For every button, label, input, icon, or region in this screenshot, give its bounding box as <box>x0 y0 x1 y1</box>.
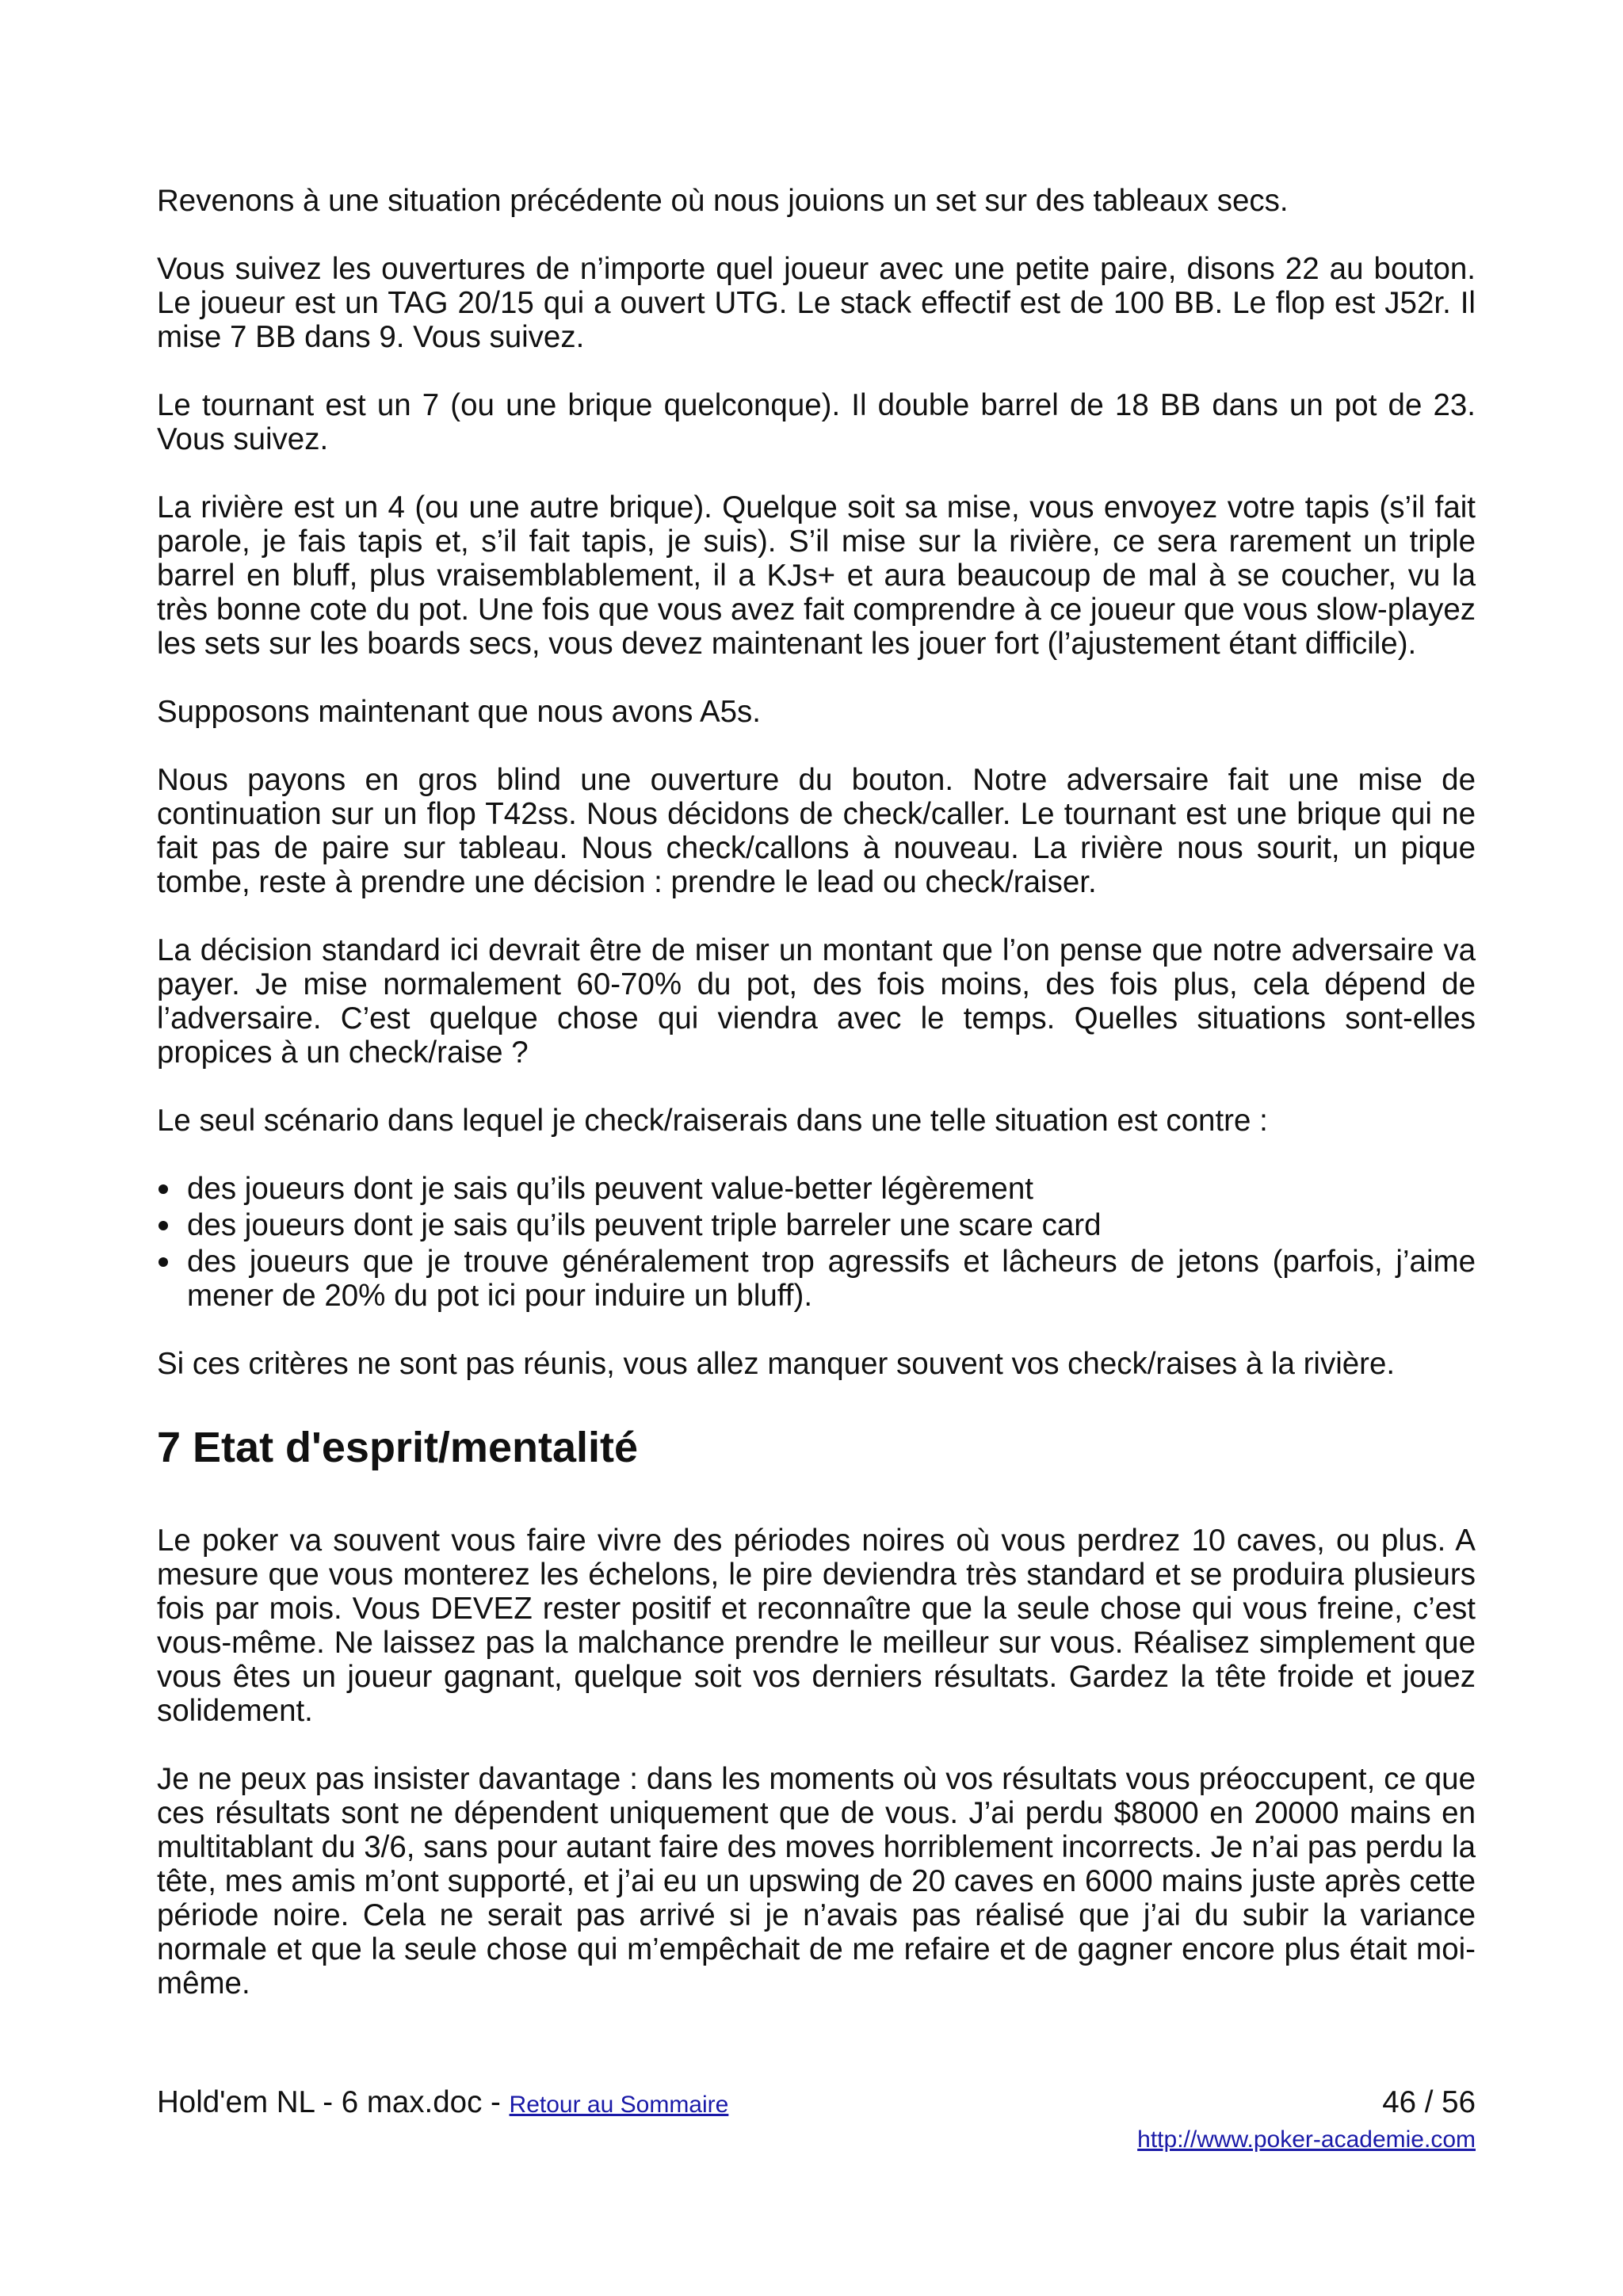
paragraph-criteria: Si ces critères ne sont pas réunis, vous allez manquer souvent vos check/raises à la rivière. <box>157 1347 1396 1381</box>
paragraph-check-raise-scenario: Le seul scénario dans lequel je check/raiserais dans une telle situation est contre : <box>157 1104 1268 1138</box>
list-item-text: des joueurs que je trouve généralement trop agressifs et lâcheurs de jetons (parfois, j’aime mener de 20% du pot ici pour induire un bluff). <box>187 1245 1476 1313</box>
document-page <box>157 184 1476 2035</box>
footer-row <box>157 2085 1476 2122</box>
list-item <box>157 1172 1476 1206</box>
bullet-dot-icon <box>158 1257 168 1267</box>
footer-url-row <box>157 2120 1476 2157</box>
paragraph-personal-story: Je ne peux pas insister davantage : dans les moments où vos résultats vous préoccupent, ce que ces résultats sont ne dépendent uniquement que de vous. J’ai perdu $8000 en 20000 mains en multitablant du 3/6, sans pour autant faire des moves horriblement incorrects. Je n’ai pas perdu la tête, mes amis m’ont supporté, et j’ai eu un upswing de 20 caves en 6000 mains juste après cette période noire. Cela ne serait pas arrivé si je n’avais pas réalisé que j’ai du subir la variance normale et que la seule chose qui m’empêchait de me refaire et de gagner encore plus était moi-même. <box>157 1762 1476 2000</box>
paragraph-turn: Le tournant est un 7 (ou une brique quelconque). Il double barrel de 18 BB dans un pot de 23. Vous suivez. <box>157 388 1476 456</box>
site-url-link[interactable]: http://www.poker-academie.com <box>1137 2126 1476 2153</box>
page-footer <box>157 2085 1476 2157</box>
paragraph-river: La rivière est un 4 (ou une autre brique). Quelque soit sa mise, vous envoyez votre tapis (s’il fait parole, je fais tapis et, s’il fait tapis, je suis). S’il mise sur la rivière, ce sera rarement un triple barrel en bluff, plus vraisemblablement, il a KJs+ et aura beaucoup de mal à se coucher, vu la très bonne cote du pot. Une fois que vous avez fait comprendre à ce joueur que vous slow-playez les sets sur les boards secs, vous devez maintenant les jouer fort (l’ajustement étant difficile). <box>157 490 1476 661</box>
section-heading: 7 Etat d'esprit/mentalité <box>157 1424 638 1471</box>
paragraph-a5s: Supposons maintenant que nous avons A5s. <box>157 695 761 729</box>
paragraph-small-pair-call: Vous suivez les ouvertures de n’importe quel joueur avec une petite paire, disons 22 au bouton. Le joueur est un TAG 20/15 qui a ouvert UTG. Le stack effectif est de 100 BB. Le flop est J52r. Il mise 7 BB dans 9. Vous suivez. <box>157 252 1476 354</box>
page-number: 46 / 56 <box>1382 2085 1476 2119</box>
paragraph-downswings: Le poker va souvent vous faire vivre des périodes noires où vous perdrez 10 caves, ou plus. A mesure que vous monterez les échelons, le pire deviendra très standard et se produira plusieurs fois par mois. Vous DEVEZ rester positif et reconnaître que la seule chose qui vous freine, c’est vous-même. Ne laissez pas la malchance prendre le meilleur sur vous. Réalisez simplement que vous êtes un joueur gagnant, quelque soit vos derniers résultats. Gardez la tête froide et jouez solidement. <box>157 1524 1476 1728</box>
back-to-summary-link[interactable]: Retour au Sommaire <box>509 2092 729 2118</box>
bullet-list <box>157 1172 1476 1313</box>
paragraph-big-blind-call: Nous payons en gros blind une ouverture du bouton. Notre adversaire fait une mise de continuation sur un flop T42ss. Nous décidons de check/caller. Le tournant est une brique qui ne fait pas de paire sur tableau. Nous check/callons à nouveau. La rivière nous sourit, un pique tombe, reste à prendre une décision : prendre le lead ou check/raiser. <box>157 763 1476 899</box>
footer-left <box>157 2085 728 2122</box>
list-item-text: des joueurs dont je sais qu’ils peuvent value-better légèrement <box>187 1172 1033 1206</box>
bullet-dot-icon <box>158 1221 168 1230</box>
bullet-dot-icon <box>158 1184 168 1194</box>
paragraph-situation-recall: Revenons à une situation précédente où nous jouions un set sur des tableaux secs. <box>157 184 1289 218</box>
footer-doc-name: Hold'em NL - 6 max.doc - <box>157 2085 510 2119</box>
paragraph-standard-decision: La décision standard ici devrait être de miser un montant que l’on pense que notre adversaire va payer. Je mise normalement 60-70% du pot, des fois moins, des fois plus, cela dépend de l’adversaire. C’est quelque chose qui viendra avec le temps. Quelles situations sont-elles propices à un check/raise ? <box>157 933 1476 1070</box>
list-item <box>157 1245 1476 1313</box>
list-item <box>157 1208 1476 1242</box>
list-item-text: des joueurs dont je sais qu’ils peuvent triple barreler une scare card <box>187 1208 1102 1242</box>
